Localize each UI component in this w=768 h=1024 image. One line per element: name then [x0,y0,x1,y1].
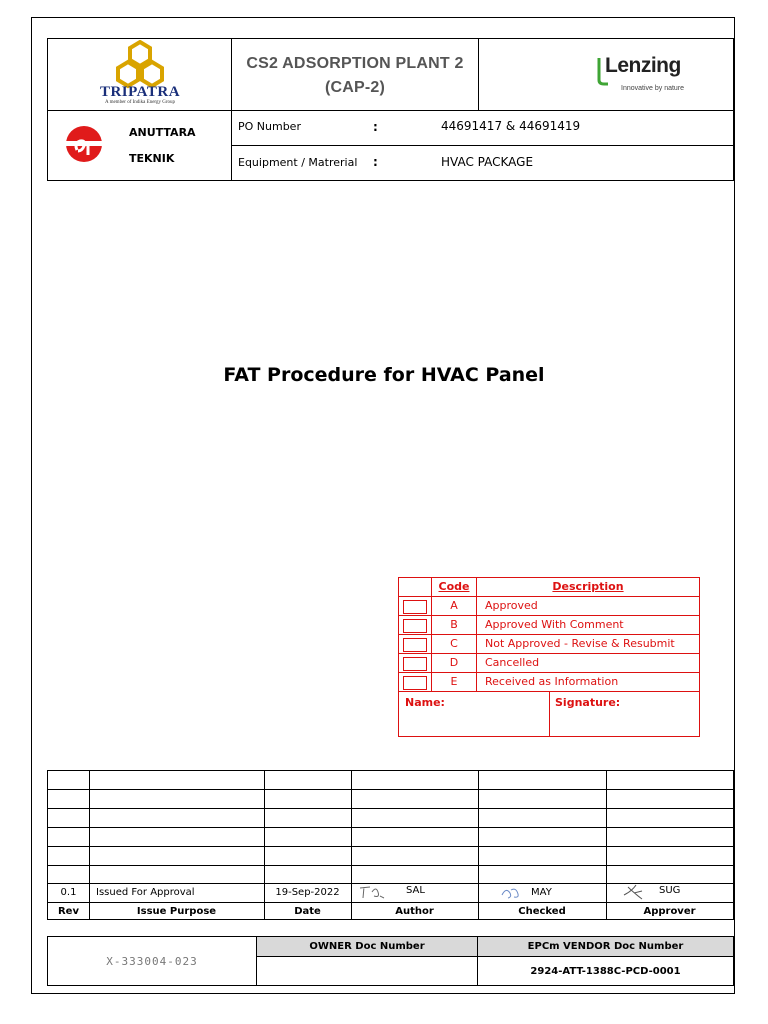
project-title [232,52,478,100]
rev-header: Rev [57,906,79,917]
date-value: 19-Sep-2022 [275,887,340,898]
equipment-colon: : [373,155,378,169]
stamp-checkbox[interactable] [403,676,427,690]
stamp-code-header: Code [438,580,470,593]
stamp-row [399,616,699,635]
vendor-doc-number-label: EPCm VENDOR Doc Number [527,941,684,952]
contractor-name [129,120,196,172]
approver-header: Approver [643,906,696,917]
issue-purpose-value: Issued For Approval [96,887,195,898]
stamp-checkbox[interactable] [403,638,427,652]
issue-purpose-header: Issue Purpose [136,906,217,917]
tripatra-tagline: A member of Indika Energy Group [104,100,176,105]
stamp-row [399,597,699,616]
rev-value: 0.1 [60,887,77,898]
author-value: SAL [406,885,425,896]
revision-table [47,770,734,920]
po-number-value: 44691417 & 44691419 [441,119,581,133]
stamp-description: Received as Information [485,675,619,688]
tripatra-logo [80,40,200,108]
stamp-row [399,673,699,692]
contractor-name-line1: ANUTTARA [129,126,196,139]
stamp-code: A [450,599,458,612]
checked-signature-icon [500,885,522,901]
project-title-line2: (CAP-2) [324,79,386,96]
lenzing-wordmark: Lenzing [605,54,681,77]
stamp-description: Not Approved - Revise & Resubmit [485,637,675,650]
header-divider [47,110,734,111]
stamp-row [399,635,699,654]
approver-value: SUG [659,885,681,896]
author-header: Author [395,906,434,917]
anuttara-emblem-icon [64,124,104,164]
stamp-name-label: Name: [405,696,445,709]
project-doc-code: X-333004-023 [106,955,198,968]
checked-value: MAY [531,887,552,898]
stamp-description-header: Description [552,580,624,593]
stamp-code: B [450,618,458,631]
equipment-value: HVAC PACKAGE [441,155,534,169]
date-header: Date [294,906,321,917]
stamp-signature-label: Signature: [555,696,621,709]
lenzing-tagline: Innovative by nature [621,85,685,92]
lenzing-logo [596,52,706,96]
tripatra-wordmark: TRIPATRA [99,84,181,100]
stamp-description: Approved [485,599,538,612]
approver-signature-icon [622,881,646,901]
author-signature-icon [358,884,388,900]
stamp-row [399,654,699,673]
document-title: FAT Procedure for HVAC Panel [223,364,545,386]
checked-header: Checked [518,906,566,917]
stamp-checkbox[interactable] [403,600,427,614]
stamp-description: Cancelled [485,656,540,669]
honeycomb-icon [80,40,200,90]
stamp-code: C [450,637,458,650]
anuttara-logo [64,124,104,164]
equipment-label: Equipment / Matrerial [238,156,358,169]
vendor-doc-number-value: 2924-ATT-1388C-PCD-0001 [530,966,681,977]
stamp-description: Approved With Comment [485,618,624,631]
stamp-header-row [399,578,699,597]
owner-doc-number-label: OWNER Doc Number [309,941,425,952]
document-number-table [47,936,734,986]
contractor-name-line2: TEKNIK [129,152,175,165]
po-number-label: PO Number [238,120,301,133]
stamp-code: D [449,656,459,669]
review-stamp [398,577,700,737]
stamp-code: E [450,675,458,688]
stamp-checkbox[interactable] [403,657,427,671]
project-title-line1: CS2 ADSORPTION PLANT 2 [246,55,464,72]
header-divider [231,145,734,146]
stamp-checkbox[interactable] [403,619,427,633]
header-divider [478,38,479,110]
po-colon: : [373,120,378,134]
